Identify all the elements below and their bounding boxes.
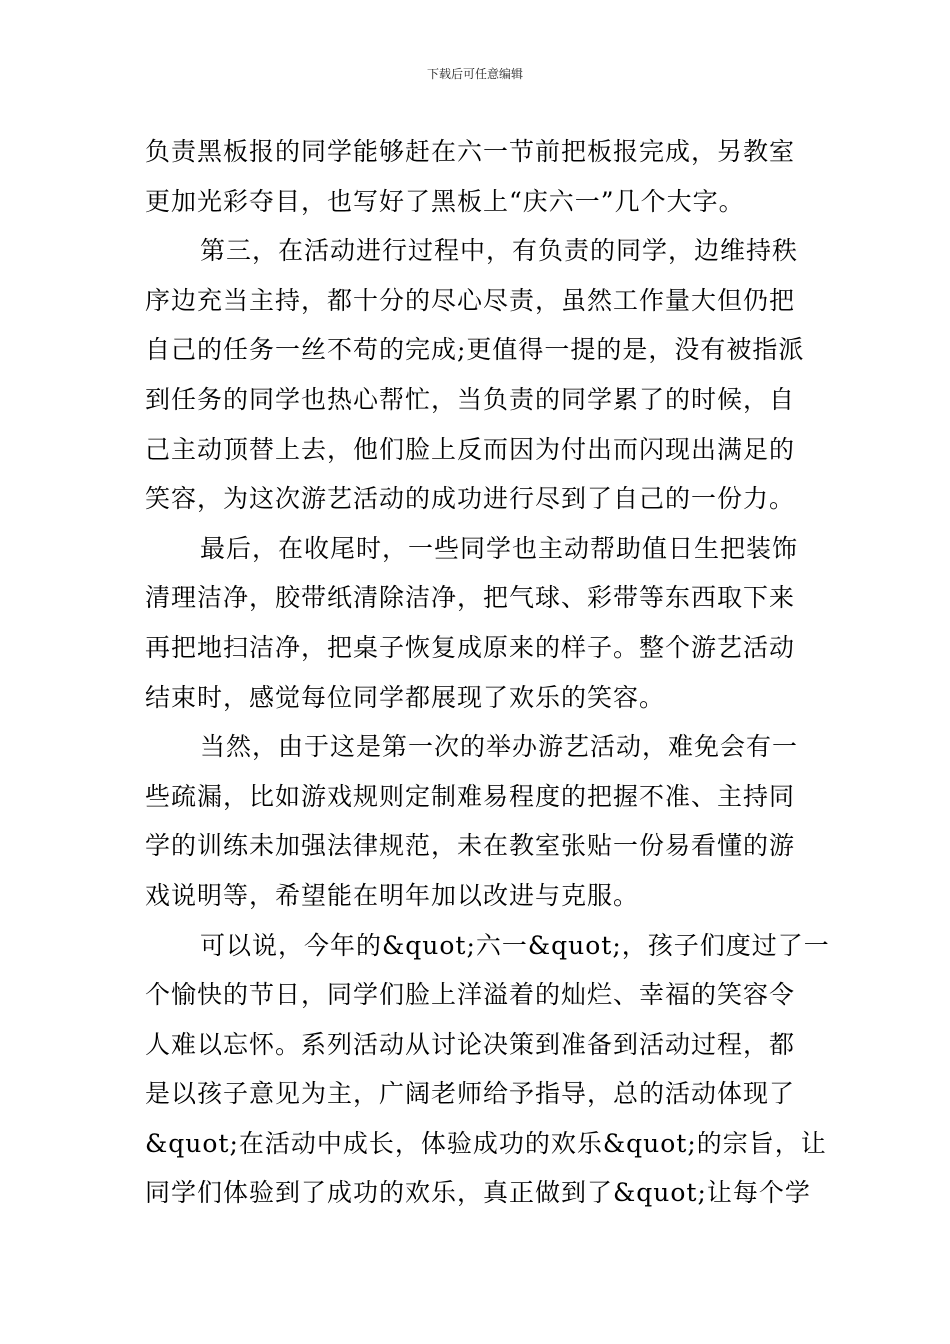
text-line: 结束时，感觉每位同学都展现了欢乐的笑容。 xyxy=(145,682,666,712)
text-line: 些疏漏，比如游戏规则定制难易程度的把握不准、主持同 xyxy=(145,781,796,811)
text-line: 自己的任务一丝不苟的完成;更值得一提的是，没有被指派 xyxy=(145,335,805,365)
text-line: 笑容，为这次游艺活动的成功进行尽到了自己的一份力。 xyxy=(145,484,796,514)
text-line: 人难以忘怀。系列活动从讨论决策到准备到活动过程，都 xyxy=(145,1029,796,1059)
text-line: 己主动顶替上去，他们脸上反而因为付出而闪现出满足的 xyxy=(145,434,796,464)
paragraph-start-line: 最后，在收尾时，一些同学也主动帮助值日生把装饰 xyxy=(200,533,799,563)
text-line: 更加光彩夺目，也写好了黑板上“庆六一”几个大字。 xyxy=(145,186,745,216)
text-line: 戏说明等，希望能在明年加以改进与克服。 xyxy=(145,880,640,910)
paragraph-start-line: 第三，在活动进行过程中，有负责的同学，边维持秩 xyxy=(200,236,799,266)
text-line: 清理洁净，胶带纸清除洁净，把气球、彩带等东西取下来 xyxy=(145,583,796,613)
text-line: 学的训练未加强法律规范，未在教室张贴一份易看懂的游 xyxy=(145,831,796,861)
text-line: 序边充当主持，都十分的尽心尽责，虽然工作量大但仍把 xyxy=(145,285,796,315)
paragraph-start-line: 可以说，今年的&quot;六一&quot;，孩子们度过了一 xyxy=(200,930,830,960)
text-line: 负责黑板报的同学能够赶在六一节前把板报完成，另教室 xyxy=(145,137,796,166)
paragraph-start-line: 当然，由于这是第一次的举办游艺活动，难免会有一 xyxy=(200,732,799,762)
text-line: 是以孩子意见为主，广阔老师给予指导，总的活动体现了 xyxy=(145,1079,796,1109)
text-line: 同学们体验到了成功的欢乐，真正做到了&quot;让每个学 xyxy=(145,1178,811,1208)
text-line: 再把地扫洁净，把桌子恢复成原来的样子。整个游艺活动 xyxy=(145,632,796,662)
document-body xyxy=(145,127,830,1218)
text-line: 个愉快的节日，同学们脸上洋溢着的灿烂、幸福的笑容令 xyxy=(145,980,796,1010)
page-header: 下载后可任意编辑 xyxy=(426,67,523,81)
text-line: &quot;在活动中成长，体验成功的欢乐&quot;的宗旨，让 xyxy=(145,1128,827,1158)
text-line: 到任务的同学也热心帮忙，当负责的同学累了的时候，自 xyxy=(145,384,796,414)
